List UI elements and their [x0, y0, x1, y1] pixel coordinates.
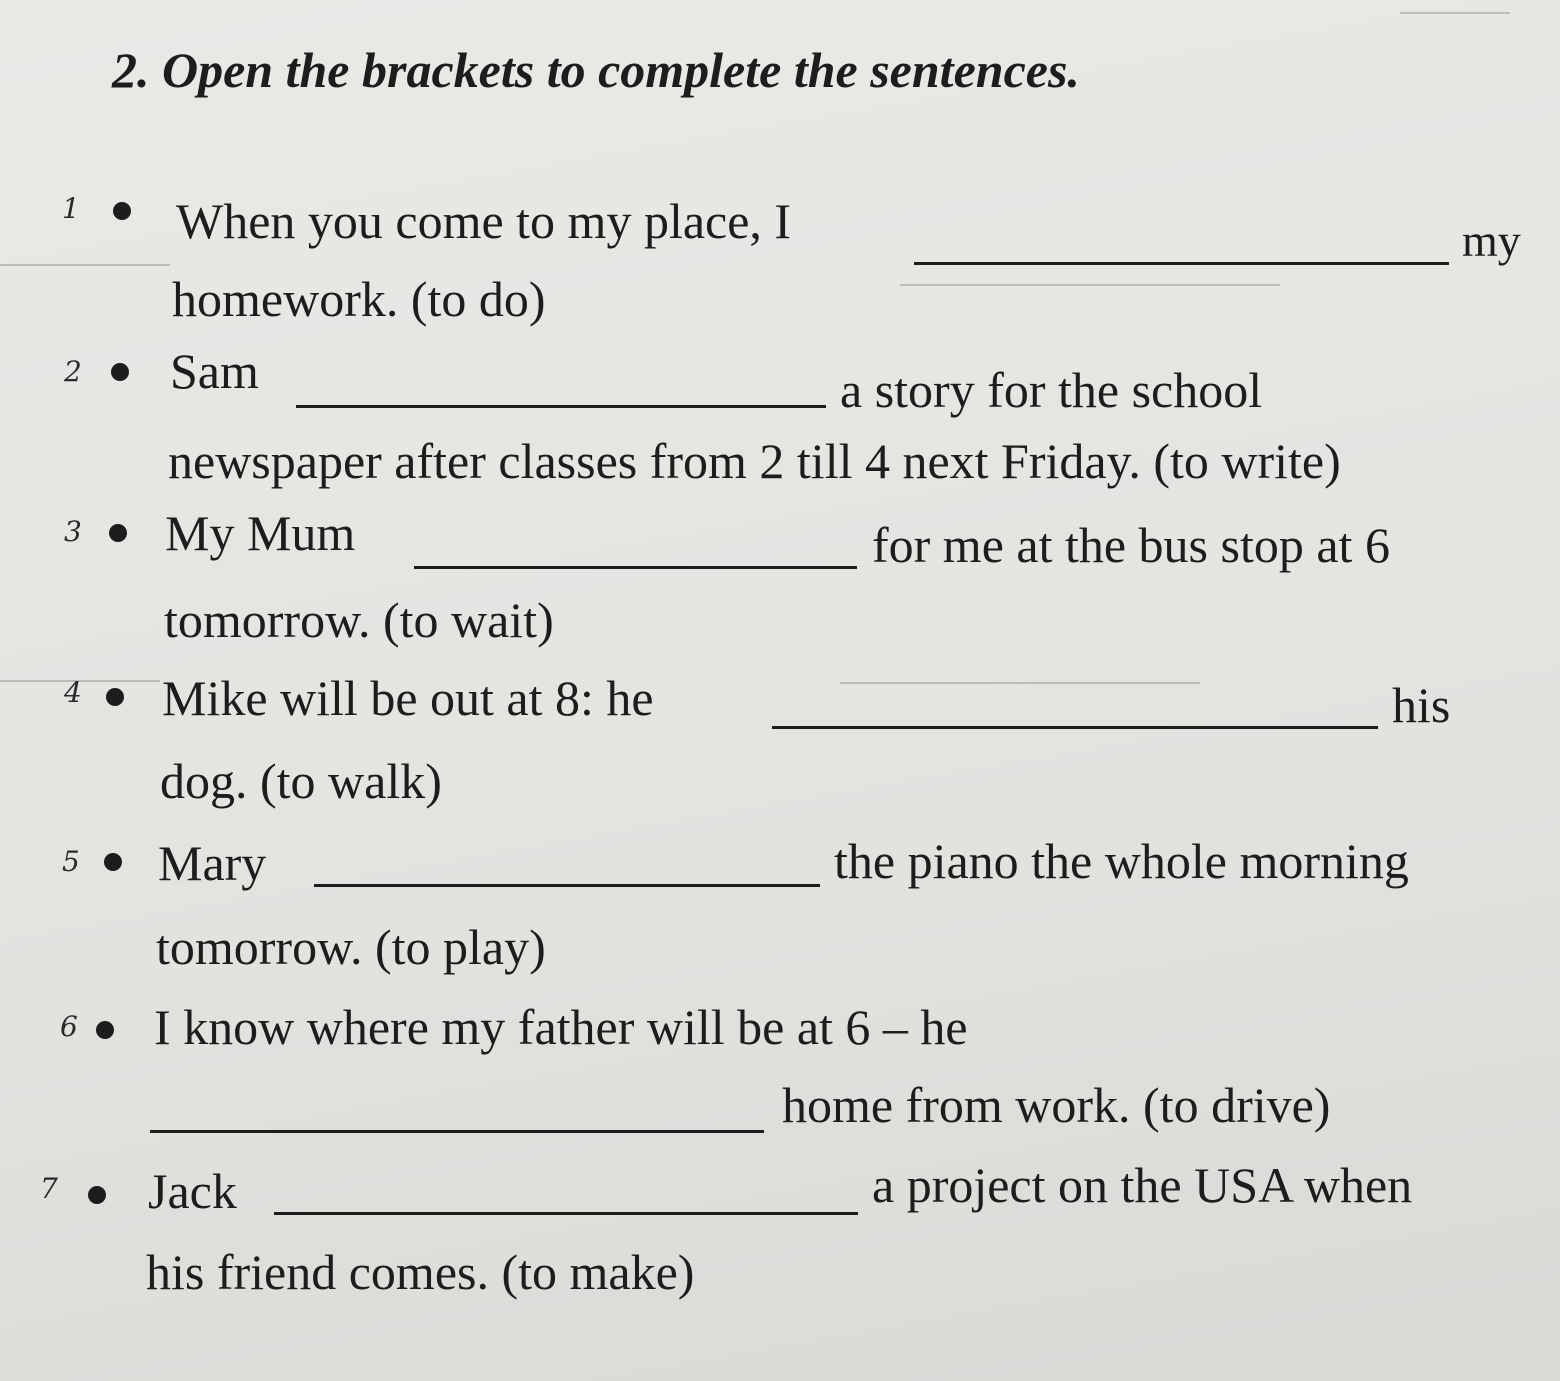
bullet [109, 524, 127, 542]
handwritten-number: 4 [64, 676, 82, 709]
answer-blank[interactable] [772, 726, 1378, 729]
handwritten-number: 2 [64, 355, 82, 388]
bullet [111, 363, 129, 381]
sentence-text: my [1462, 215, 1521, 266]
sentence-text: the piano the whole morning [834, 833, 1409, 889]
paper-mark [840, 682, 1200, 684]
handwritten-number: 1 [62, 192, 80, 225]
paper-mark [0, 264, 170, 266]
handwritten-number: 6 [60, 1010, 78, 1043]
sentence-text: Mike will be out at 8: he [162, 670, 654, 726]
sentence-text: homework. (to do) [172, 271, 546, 327]
handwritten-number: 7 [40, 1172, 58, 1205]
sentence-text: newspaper after classes from 2 till 4 next Friday. (to write) [168, 433, 1341, 489]
sentence-text: dog. (to walk) [160, 753, 442, 809]
sentence-text: his [1392, 677, 1451, 733]
sentence-text: tomorrow. (to play) [156, 919, 546, 975]
bullet [104, 853, 122, 871]
answer-blank[interactable] [296, 405, 826, 408]
handwritten-number: 5 [62, 845, 80, 878]
answer-blank[interactable] [150, 1130, 764, 1133]
sentence-text: his friend comes. (to make) [146, 1244, 695, 1300]
sentence-text: Mary [158, 835, 267, 891]
bullet [96, 1021, 114, 1039]
paper-mark [1400, 12, 1510, 14]
sentence-text: a story for the school [840, 362, 1263, 418]
answer-blank[interactable] [414, 566, 857, 569]
answer-blank[interactable] [274, 1212, 858, 1215]
bullet [88, 1186, 106, 1204]
sentence-text: My Mum [165, 505, 356, 561]
sentence-text: a project on the USA when [872, 1157, 1413, 1213]
sentence-text: tomorrow. (to wait) [164, 592, 554, 648]
bullet [106, 688, 124, 706]
sentence-text: Sam [170, 343, 259, 399]
sentence-text: home from work. (to drive) [782, 1077, 1331, 1133]
paper-mark [900, 284, 1280, 286]
bullet [113, 202, 131, 220]
answer-blank[interactable] [314, 884, 820, 887]
sentence-text: When you come to my place, I [176, 193, 792, 249]
handwritten-number: 3 [64, 515, 82, 548]
exercise-heading: 2. Open the brackets to complete the sentences. [112, 42, 1080, 98]
sentence-text: I know where my father will be at 6 – he [154, 999, 968, 1055]
answer-blank[interactable] [914, 262, 1449, 265]
sentence-text: for me at the bus stop at 6 [872, 517, 1390, 573]
sentence-text: Jack [148, 1163, 237, 1219]
